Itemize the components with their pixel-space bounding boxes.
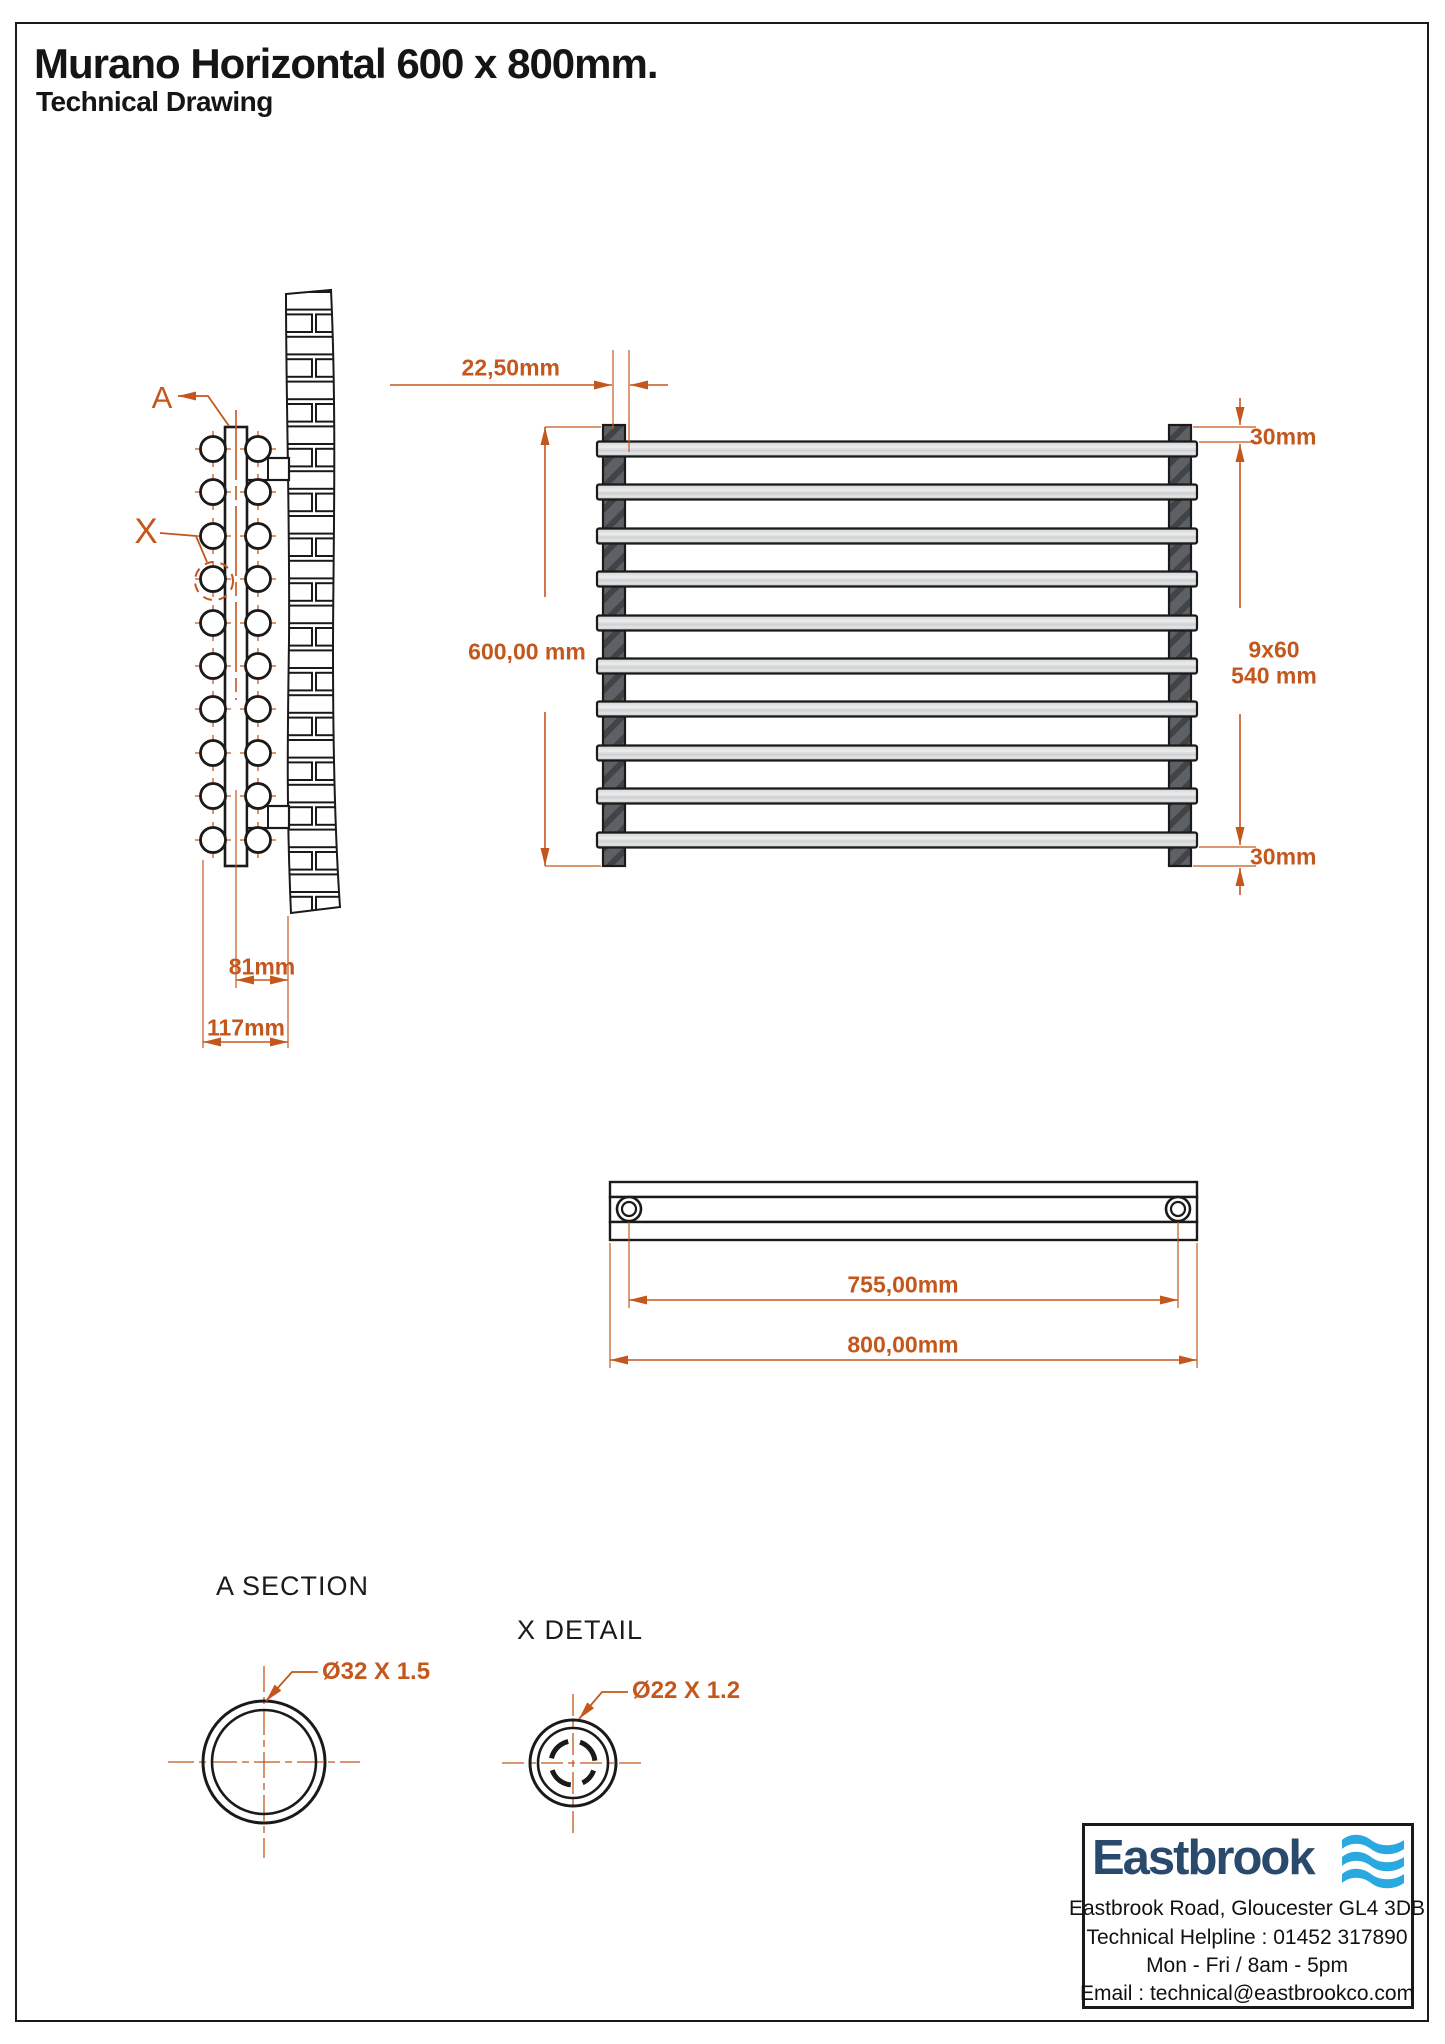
a-section-detail [168, 1666, 360, 1858]
dim-bracket-centres: 755,00mm [847, 1271, 959, 1298]
dim-collector-offset: 22,50mm [461, 354, 560, 381]
x-detail-callout: Ø22 X 1.2 [632, 1677, 741, 1704]
side-view-radiator [195, 427, 289, 866]
dim-height: 600,00 mm [468, 638, 586, 665]
front-view-radiator [597, 425, 1197, 866]
dim-overall-depth: 117mm [206, 1014, 286, 1041]
company-address: Eastbrook Road, Gloucester GL4 3DB [1068, 1897, 1426, 1920]
dim-tube-pitch-1: 9x60 [1248, 636, 1300, 663]
a-section-callout: Ø32 X 1.5 [322, 1658, 431, 1685]
company-helpline: Technical Helpline : 01452 317890 [1086, 1926, 1408, 1949]
side-view-wall [281, 290, 345, 914]
dim-bottom-gap: 30mm [1250, 843, 1317, 870]
a-section-title: A SECTION [216, 1571, 370, 1601]
dim-overall-width: 800,00mm [847, 1331, 959, 1358]
plan-view-radiator [610, 1182, 1197, 1240]
company-email: Email : technical@eastbrookco.com [1079, 1982, 1415, 2005]
x-detail-title: X DETAIL [517, 1615, 644, 1645]
brand-logo-text: Eastbrook [1092, 1831, 1314, 1885]
company-hours: Mon - Fri / 8am - 5pm [1146, 1954, 1348, 1977]
section-a-label: A [151, 380, 173, 415]
dim-tube-pitch-2: 540 mm [1231, 662, 1317, 689]
x-detail-drawing [502, 1692, 644, 1833]
dim-pipe-to-wall: 81mm [228, 953, 296, 980]
page-subtitle: Technical Drawing [36, 86, 273, 117]
dim-top-gap: 30mm [1250, 423, 1317, 450]
detail-x-label: X [134, 512, 158, 551]
page-title: Murano Horizontal 600 x 800mm. [34, 40, 658, 87]
